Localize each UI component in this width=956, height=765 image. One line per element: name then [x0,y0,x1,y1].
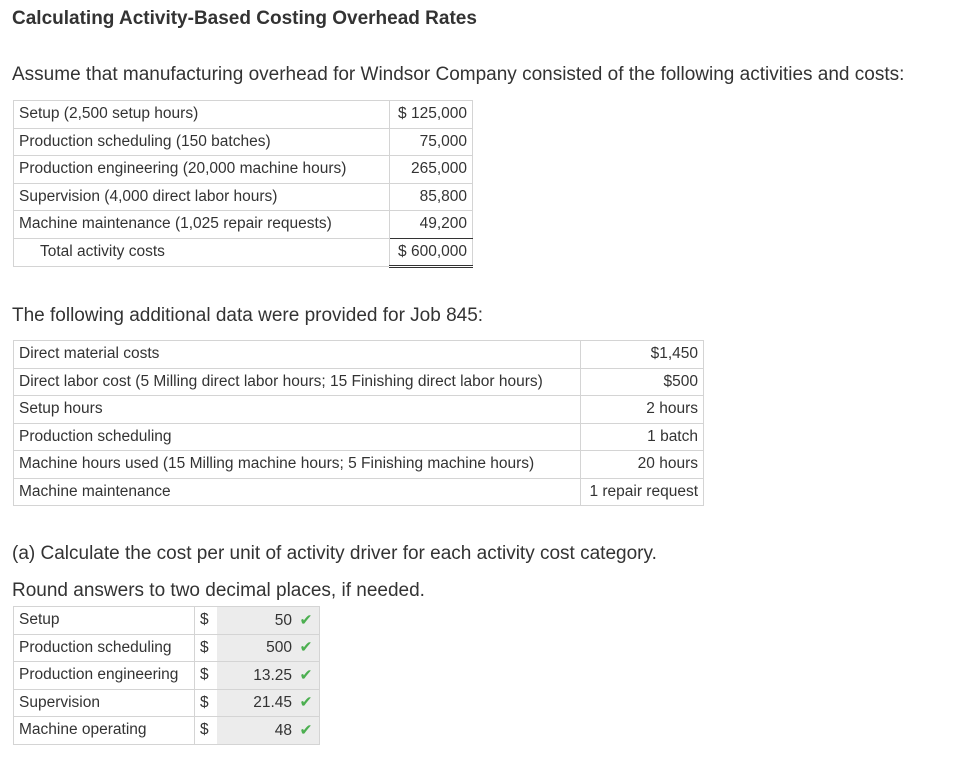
answer-row [14,634,320,662]
intro-text: Assume that manufacturing overhead for Windsor Company consisted of the following activities and costs: [12,64,905,85]
job-data-label: Production scheduling [14,423,581,451]
total-row [14,238,473,267]
answer-row [14,717,320,745]
job-data-label: Machine maintenance [14,478,581,506]
job-data-value: 1 batch [581,423,704,451]
additional-data-text: The following additional data were provided for Job 845: [12,305,484,326]
answer-label: Supervision [14,689,195,717]
job-data-label: Machine hours used (15 Milling machine hours; 5 Finishing machine hours) [14,451,581,479]
job-data-label: Setup hours [14,396,581,424]
activity-label: Production scheduling (150 batches) [14,128,390,156]
job-data-label: Direct material costs [14,341,581,369]
total-cost: $ 600,000 [390,238,473,267]
answer-value: 13.25 [253,666,292,684]
job-data-value: 20 hours [581,451,704,479]
answer-label: Machine operating [14,717,195,745]
job-data-value: 1 repair request [581,478,704,506]
activity-cost: 49,200 [390,211,473,239]
checkmark-icon: ✔ [299,694,313,712]
answer-value: 500 [266,639,292,657]
table-row [14,101,473,129]
answer-label: Production scheduling [14,634,195,662]
instruction-text: Round answers to two decimal places, if needed. [12,580,425,601]
activity-costs-table [13,100,473,268]
checkmark-icon: ✔ [299,666,313,684]
activity-label: Setup (2,500 setup hours) [14,101,390,129]
table-row [14,211,473,239]
job-data-value: $1,450 [581,341,704,369]
answer-label: Production engineering [14,662,195,690]
job-data-value: $500 [581,368,704,396]
currency-symbol: $ [195,717,218,745]
job-data-label: Direct labor cost (5 Milling direct labor hours; 15 Finishing direct labor hours) [14,368,581,396]
activity-cost: 265,000 [390,156,473,184]
table-row [14,341,704,369]
checkmark-icon: ✔ [299,721,313,739]
table-row [14,478,704,506]
answer-label: Setup [14,607,195,635]
answer-row [14,689,320,717]
answer-row [14,662,320,690]
answer-value: 21.45 [253,694,292,712]
activity-label: Machine maintenance (1,025 repair requests) [14,211,390,239]
checkmark-icon: ✔ [299,611,313,629]
answer-value: 48 [274,721,292,739]
answer-input[interactable] [217,634,320,662]
page-title: Calculating Activity-Based Costing Overhead Rates [12,8,477,29]
activity-cost: 85,800 [390,183,473,211]
answer-table [13,606,320,745]
activity-cost: 75,000 [390,128,473,156]
answer-input[interactable] [217,717,320,745]
answer-input[interactable] [217,662,320,690]
currency-symbol: $ [195,662,218,690]
question-text: (a) Calculate the cost per unit of activity driver for each activity cost category. [12,543,657,564]
total-label: Total activity costs [14,238,390,267]
table-row [14,156,473,184]
activity-cost: $ 125,000 [390,101,473,129]
job-data-table [13,340,704,506]
activity-label: Supervision (4,000 direct labor hours) [14,183,390,211]
currency-symbol: $ [195,689,218,717]
job-data-value: 2 hours [581,396,704,424]
table-row [14,128,473,156]
table-row [14,451,704,479]
currency-symbol: $ [195,607,218,635]
answer-input[interactable] [217,607,320,635]
table-row [14,368,704,396]
answer-row [14,607,320,635]
answer-value: 50 [274,611,292,629]
currency-symbol: $ [195,634,218,662]
table-row [14,396,704,424]
activity-label: Production engineering (20,000 machine hours) [14,156,390,184]
table-row [14,423,704,451]
checkmark-icon: ✔ [299,639,313,657]
answer-input[interactable] [217,689,320,717]
table-row [14,183,473,211]
